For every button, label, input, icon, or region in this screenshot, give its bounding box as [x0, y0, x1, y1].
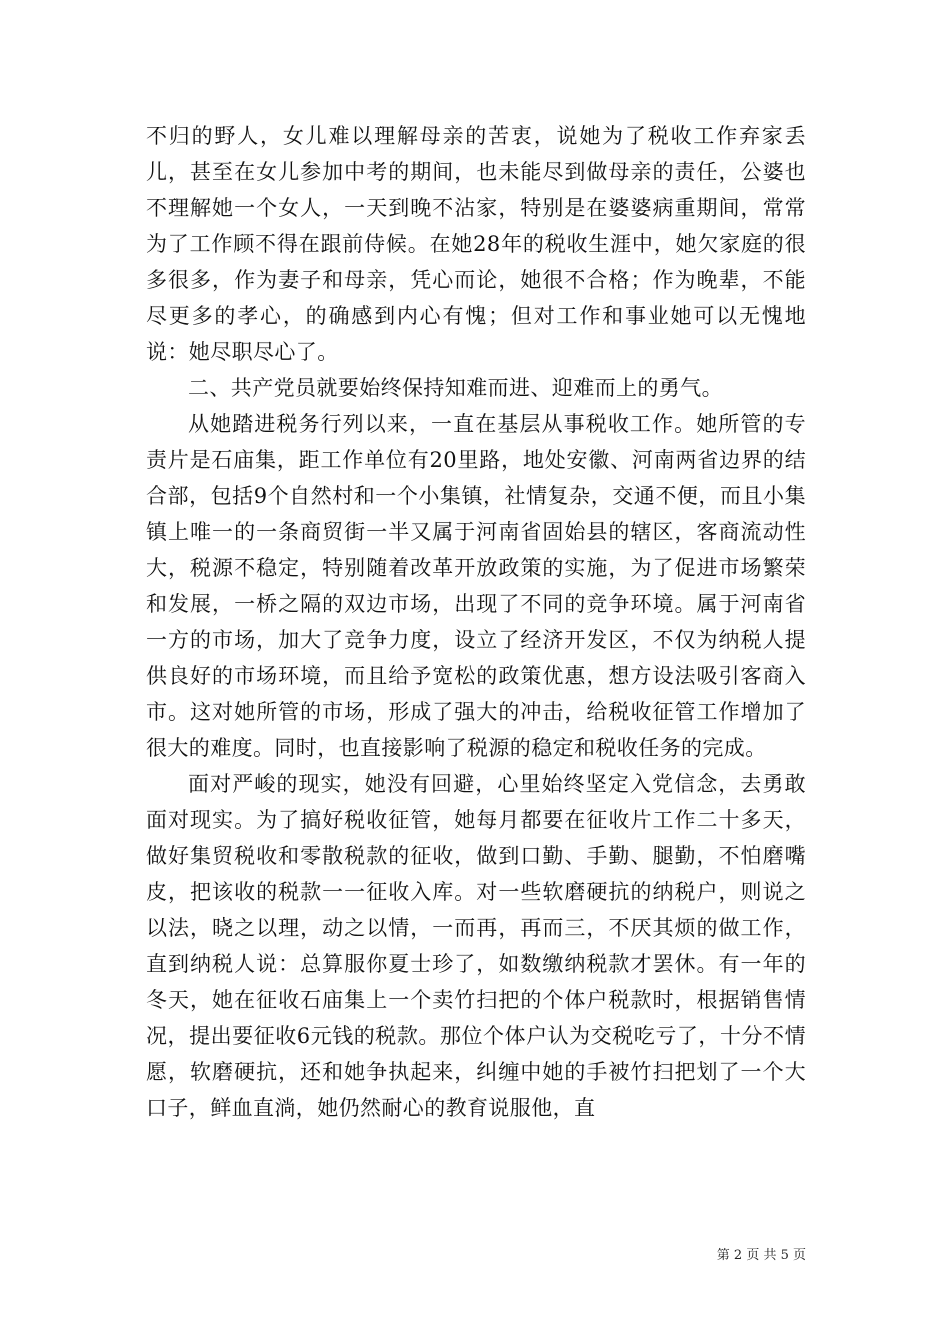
paragraph-2-heading: 二、共产党员就要始终保持知难而进、迎难而上的勇气。 [188, 376, 723, 400]
paragraph-4: 面对严峻的现实，她没有回避，心里始终坚定入党信念，去勇敢面对现实。为了搞好税收征管，她每月都要在征收片工作二十多天，做好集贸税收和零散税款的征收，做到口勤、手勤、腿勤，不怕磨嘴皮，把该收的税款一一征收入库。对一些软磨硬抗的纳税户，则说之以法，晓之以理，动之以情，一而再，再而三，不厌其烦的做工作，直到纳税人说：总算服你夏士珍了，如数缴纳税款才罢休。有一年的冬天，她在征收石庙集上一个卖竹扫把的个体户税款时，根据销售情况，提出要征收6元钱的税款。那位个体户认为交税吃亏了，十分不情愿，软磨硬抗，还和她争执起来，纠缠中她的手被竹扫把划了一个大口子，鲜血直淌，她仍然耐心的教育说服他，直 [146, 772, 806, 1120]
page-number: 第 2 页 共 5 页 [716, 1248, 806, 1263]
paragraph-3: 从她踏进税务行列以来，一直在基层从事税收工作。她所管的专责片是石庙集，距工作单位有20里路，地处安徽、河南两省边界的结合部，包括9个自然村和一个小集镇，社情复杂，交通不便，而且小集镇上唯一的一条商贸街一半又属于河南省固始县的辖区，客商流动性大，税源不稳定，特别随着改革开放政策的实施，为了促进市场繁荣和发展，一桥之隔的双边市场，出现了不同的竞争环境。属于河南省一方的市场，加大了竞争力度，设立了经济开发区，不仅为纳税人提供良好的市场环境，而且给予宽松的政策优惠，想方设法吸引客商入市。这对她所管的市场，形成了强大的冲击，给税收征管工作增加了很大的难度。同时，也直接影响了税源的稳定和税收任务的完成。 [146, 412, 806, 760]
document-body [146, 118, 806, 1126]
paragraph-1: 不归的野人，女儿难以理解母亲的苦衷，说她为了税收工作弃家丢儿，甚至在女儿参加中考的期间，也未能尽到做母亲的责任，公婆也不理解她一个女人，一天到晚不沾家，特别是在婆婆病重期间，常常为了工作顾不得在跟前侍候。在她28年的税收生涯中，她欠家庭的很多很多，作为妻子和母亲，凭心而论，她很不合格；作为晚辈，不能尽更多的孝心，的确感到内心有愧；但对工作和事业她可以无愧地说：她尽职尽心了。 [146, 124, 806, 364]
